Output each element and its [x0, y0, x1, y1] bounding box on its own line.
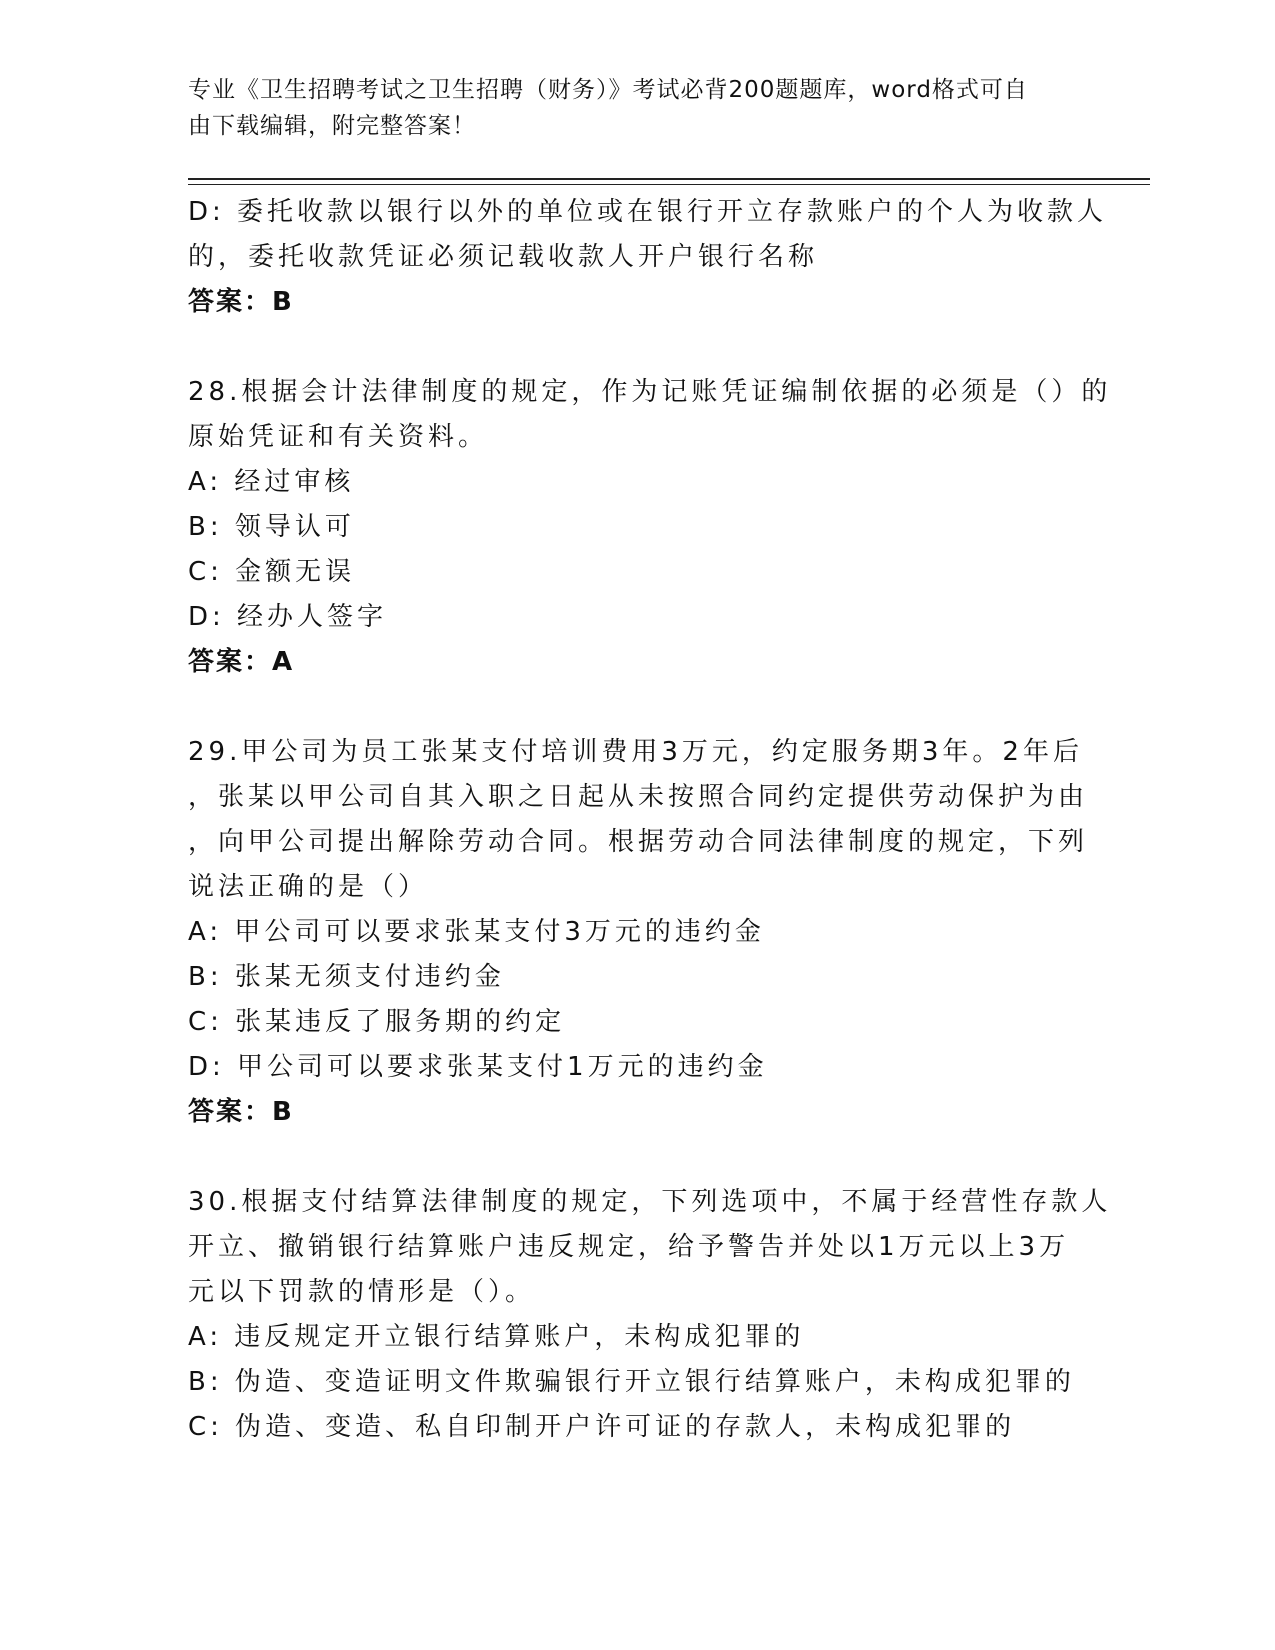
question-text: 原始凭证和有关资料。	[188, 422, 489, 452]
option-c: C: 张某违反了服务期的约定	[188, 1007, 566, 1037]
question-text: ，向甲公司提出解除劳动合同。根据劳动合同法律制度的规定，下列	[188, 827, 1089, 857]
question-content	[188, 190, 1112, 1450]
answer-label: 答案：A	[188, 647, 295, 677]
option-a: A: 经过审核	[188, 467, 355, 497]
option-c: C: 金额无误	[188, 557, 356, 587]
option-b: B: 伪造、变造证明文件欺骗银行开立银行结算账户，未构成犯罪的	[188, 1367, 1075, 1397]
question-28	[188, 370, 1112, 685]
option-d: D: 经办人签字	[188, 602, 388, 632]
question-29	[188, 730, 1088, 1135]
question-text: 30.根据支付结算法律制度的规定，下列选项中，不属于经营性存款人	[188, 1187, 1112, 1217]
question-text: 28.根据会计法律制度的规定，作为记账凭证编制依据的必须是（）的	[188, 377, 1112, 407]
option-a: A: 违反规定开立银行结算账户，未构成犯罪的	[188, 1322, 805, 1352]
question-text: 说法正确的是（）	[188, 872, 429, 902]
question-text: 开立、撤销银行结算账户违反规定，给予警告并处以1万元以上3万	[188, 1232, 1070, 1262]
option-b: B: 领导认可	[188, 512, 355, 542]
question-30	[188, 1180, 1112, 1450]
option-c: C: 伪造、变造、私自印制开户许可证的存款人，未构成犯罪的	[188, 1412, 1016, 1442]
document-header	[188, 72, 1068, 144]
option-text: 的，委托收款凭证必须记载收款人开户银行名称	[188, 242, 819, 272]
header-line: 专业《卫生招聘考试之卫生招聘（财务）》考试必背200题题库，word格式可自	[188, 77, 1028, 103]
question-27-continued	[188, 190, 1108, 325]
spacer	[188, 1135, 1088, 1180]
answer-label: 答案：B	[188, 287, 294, 317]
question-text: ，张某以甲公司自其入职之日起从未按照合同约定提供劳动保护为由	[188, 782, 1089, 812]
spacer	[188, 325, 1088, 370]
header-divider-thin	[188, 184, 1150, 185]
question-text: 元以下罚款的情形是（）。	[188, 1277, 536, 1307]
header-divider	[188, 178, 1150, 180]
question-text: 29.甲公司为员工张某支付培训费用3万元，约定服务期3年。2年后	[188, 737, 1083, 767]
option-d: D: 甲公司可以要求张某支付1万元的违约金	[188, 1052, 768, 1082]
option-a: A: 甲公司可以要求张某支付3万元的违约金	[188, 917, 765, 947]
header-line: 由下载编辑，附完整答案！	[188, 113, 476, 139]
spacer	[188, 685, 1088, 730]
option-text: D: 委托收款以银行以外的单位或在银行开立存款账户的个人为收款人	[188, 197, 1108, 227]
option-b: B: 张某无须支付违约金	[188, 962, 505, 992]
answer-label: 答案：B	[188, 1097, 294, 1127]
